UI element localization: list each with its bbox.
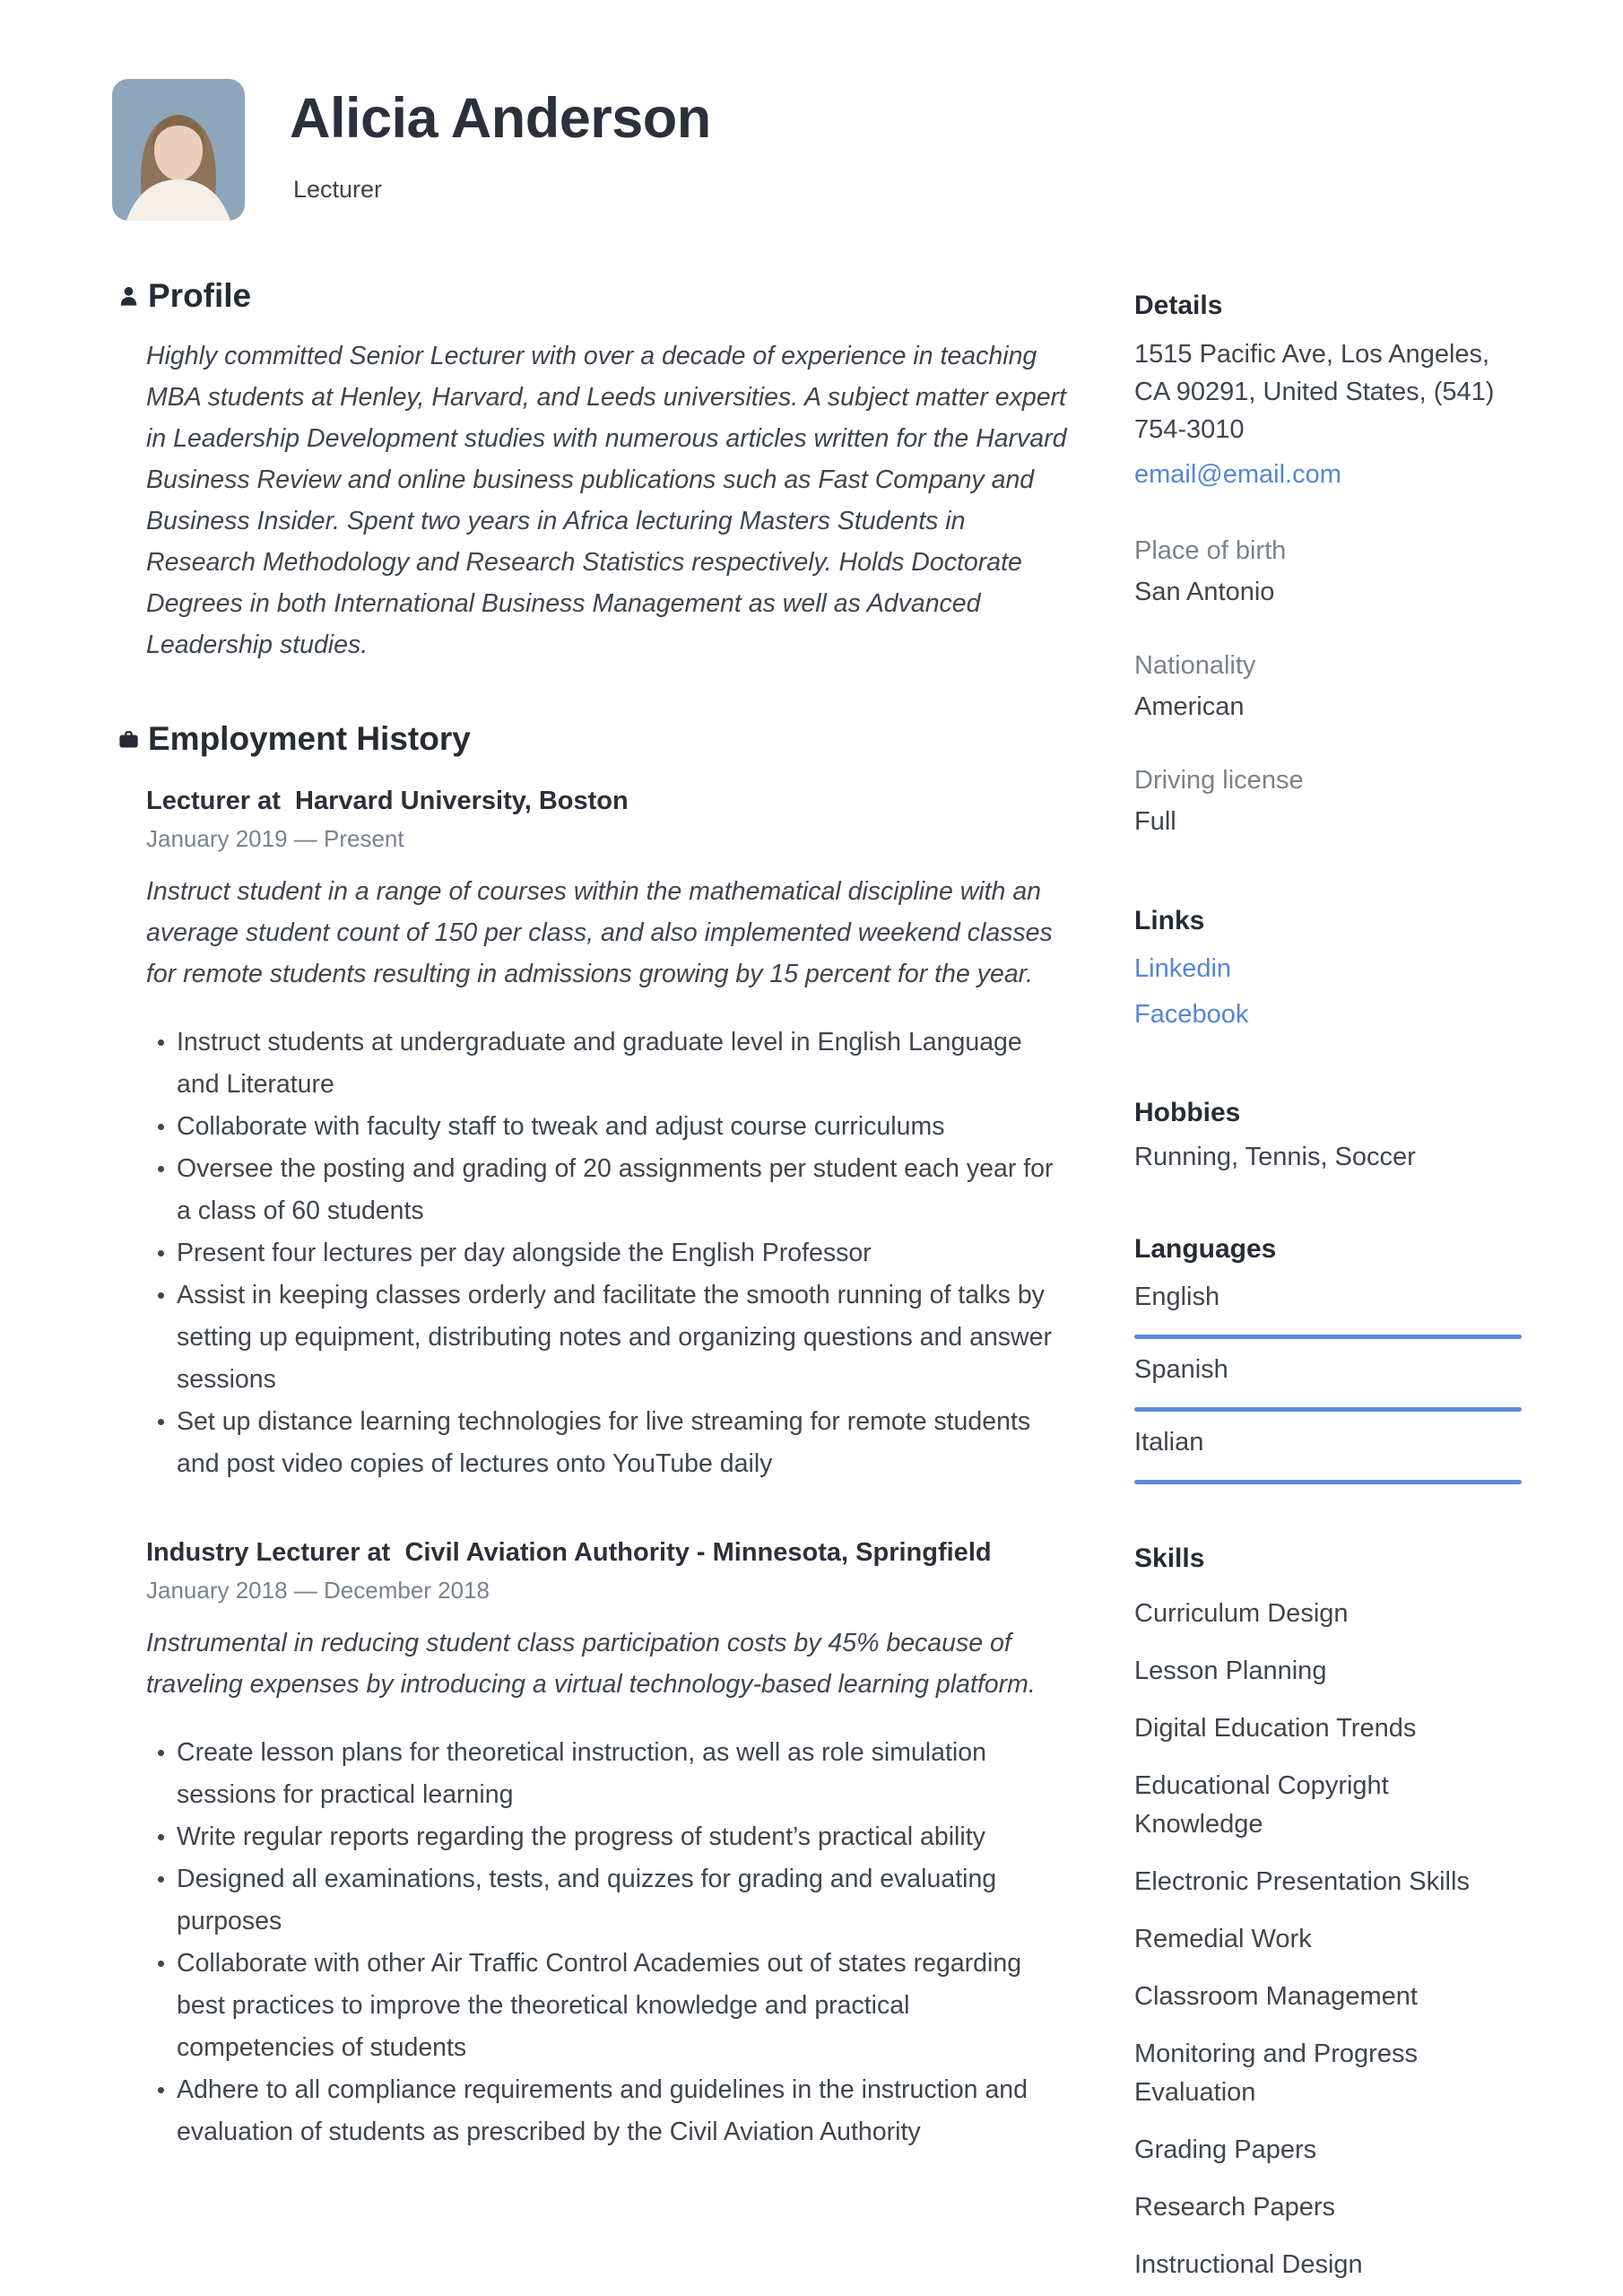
language-item	[1134, 1353, 1522, 1412]
job-dates: January 2019 — Present	[146, 825, 404, 852]
employment-section	[117, 718, 1067, 2153]
nationality-section	[1134, 649, 1522, 723]
details-section	[1134, 289, 1522, 493]
language-level-track	[1134, 1480, 1522, 1484]
hobbies-heading: Hobbies	[1134, 1098, 1241, 1127]
hobbies-section	[1134, 1096, 1522, 1173]
skill-item: Digital Education Trends	[1134, 1714, 1417, 1743]
language-level-track	[1134, 1407, 1522, 1412]
language-name: Italian	[1134, 1428, 1204, 1457]
language-level-track	[1134, 1335, 1522, 1339]
email-link[interactable]: email@email.com	[1134, 460, 1341, 489]
job-entry	[146, 1535, 1067, 2153]
facebook-link[interactable]: Facebook	[1134, 1000, 1249, 1029]
job-bullet: Write regular reports regarding the progress of student’s practical ability	[146, 1816, 1067, 1858]
skill-item: Monitoring and Progress Evaluation	[1134, 2039, 1418, 2107]
skill-item: Instructional Design	[1134, 2250, 1363, 2279]
language-level-bar	[1134, 1480, 1522, 1484]
profile-section-heading	[117, 274, 1067, 317]
skill-item: Educational Copyright Knowledge	[1134, 1771, 1389, 1839]
employment-section-body	[146, 784, 1067, 2153]
details-heading: Details	[1134, 291, 1223, 320]
employment-section-title: Employment History	[148, 720, 471, 757]
job-bullet: Collaborate with faculty staff to tweak and adjust course curriculums	[146, 1106, 1067, 1148]
language-item	[1134, 1426, 1522, 1484]
nationality-value: American	[1134, 692, 1245, 721]
skill-item: Lesson Planning	[1134, 1657, 1327, 1685]
profile-section-title: Profile	[148, 277, 252, 314]
hobbies-value: Running, Tennis, Soccer	[1134, 1143, 1416, 1171]
skill-item: Grading Papers	[1134, 2135, 1317, 2164]
sidebar-column	[1134, 289, 1522, 2284]
job-bullet: Present four lectures per day alongside the English Professor	[146, 1232, 1067, 1274]
linkedin-link[interactable]: Linkedin	[1134, 954, 1232, 983]
skill-item: Classroom Management	[1134, 1982, 1418, 2011]
job-summary: Instruct student in a range of courses within the mathematical discipline with an average student count of 150 per class, and also implemented weekend classes for remote students resulting in admissions growing by 15 percent for the year.	[146, 877, 1053, 988]
language-item	[1134, 1281, 1522, 1339]
nationality-label: Nationality	[1134, 651, 1256, 680]
main-column	[117, 274, 1067, 2153]
languages-section	[1134, 1232, 1522, 1484]
place-of-birth-label: Place of birth	[1134, 536, 1287, 565]
job-bullet: Adhere to all compliance requirements and guidelines in the instruction and evaluation of students as prescribed by the Civil Aviation Authority	[146, 2069, 1067, 2153]
job-bullet: Create lesson plans for theoretical instruction, as well as role simulation sessions for practical learning	[146, 1732, 1067, 1816]
job-summary: Instrumental in reducing student class participation costs by 45% because of traveling expenses by introducing a virtual technology-based learning platform.	[146, 1629, 1036, 1699]
place-of-birth-section	[1134, 535, 1522, 608]
candidate-job-title: Lecturer	[293, 176, 383, 203]
driving-license-label: Driving license	[1134, 766, 1304, 795]
profile-section-body	[146, 335, 1067, 665]
driving-license-value: Full	[1134, 807, 1176, 836]
skill-item: Remedial Work	[1134, 1925, 1312, 1953]
skills-heading: Skills	[1134, 1544, 1205, 1573]
language-level-bar	[1134, 1407, 1522, 1412]
candidate-name: Alicia Anderson	[290, 87, 711, 150]
language-name: English	[1134, 1283, 1220, 1311]
job-bullet: Designed all examinations, tests, and quizzes for grading and evaluating purposes	[146, 1858, 1067, 1943]
job-bullet: Set up distance learning technologies for live streaming for remote students and post video copies of lectures onto YouTube daily	[146, 1401, 1067, 1485]
driving-license-section	[1134, 764, 1522, 838]
job-bullet: Instruct students at undergraduate and graduate level in English Language and Literature	[146, 1022, 1067, 1106]
language-level-bar	[1134, 1335, 1522, 1339]
job-bullet: Collaborate with other Air Traffic Control Academies out of states regarding best practices to improve the theoretical knowledge and practical competencies of students	[146, 1943, 1067, 2069]
employment-section-heading	[117, 718, 1067, 761]
job-bullet: Assist in keeping classes orderly and facilitate the smooth running of talks by setting up equipment, distributing notes and organizing questions and answer sessions	[146, 1274, 1067, 1401]
links-heading: Links	[1134, 906, 1205, 935]
briefcase-icon	[117, 727, 141, 752]
profile-photo	[112, 79, 245, 221]
job-dates: January 2018 — December 2018	[146, 1577, 490, 1604]
skill-item: Electronic Presentation Skills	[1134, 1867, 1470, 1896]
job-bullet-list	[146, 1022, 1067, 1485]
place-of-birth-value: San Antonio	[1134, 578, 1275, 606]
language-name: Spanish	[1134, 1355, 1228, 1384]
profile-photo-illustration	[112, 79, 245, 221]
person-icon	[117, 284, 141, 309]
address: 1515 Pacific Ave, Los Angeles, CA 90291, United States, (541) 754-3010	[1134, 340, 1495, 444]
job-bullet-list	[146, 1732, 1067, 2153]
skill-item: Research Papers	[1134, 2193, 1336, 2222]
job-bullet: Oversee the posting and grading of 20 assignments per student each year for a class of 60 students	[146, 1148, 1067, 1232]
languages-heading: Languages	[1134, 1234, 1277, 1264]
links-section	[1134, 904, 1522, 1035]
skills-section	[1134, 1542, 1522, 2284]
profile-summary: Highly committed Senior Lecturer with over a decade of experience in teaching MBA students at Henley, Harvard, and Leeds universities. A subject matter expert in Leadership Development studies with numerous articles written for the Harvard Business Review and online business publications such as Fast Company and Business Insider. Spent two years in Africa lecturing Masters Students in Research Methodology and Research Statistics respectively. Holds Doctorate Degrees in both International Business Management as well as Advanced Leadership studies.	[146, 342, 1067, 659]
job-entry	[146, 784, 1067, 1485]
skill-item: Curriculum Design	[1134, 1599, 1349, 1628]
job-title: Industry Lecturer at Civil Aviation Authority - Minnesota, Springfield	[146, 1538, 992, 1567]
job-title: Lecturer at Harvard University, Boston	[146, 787, 629, 815]
